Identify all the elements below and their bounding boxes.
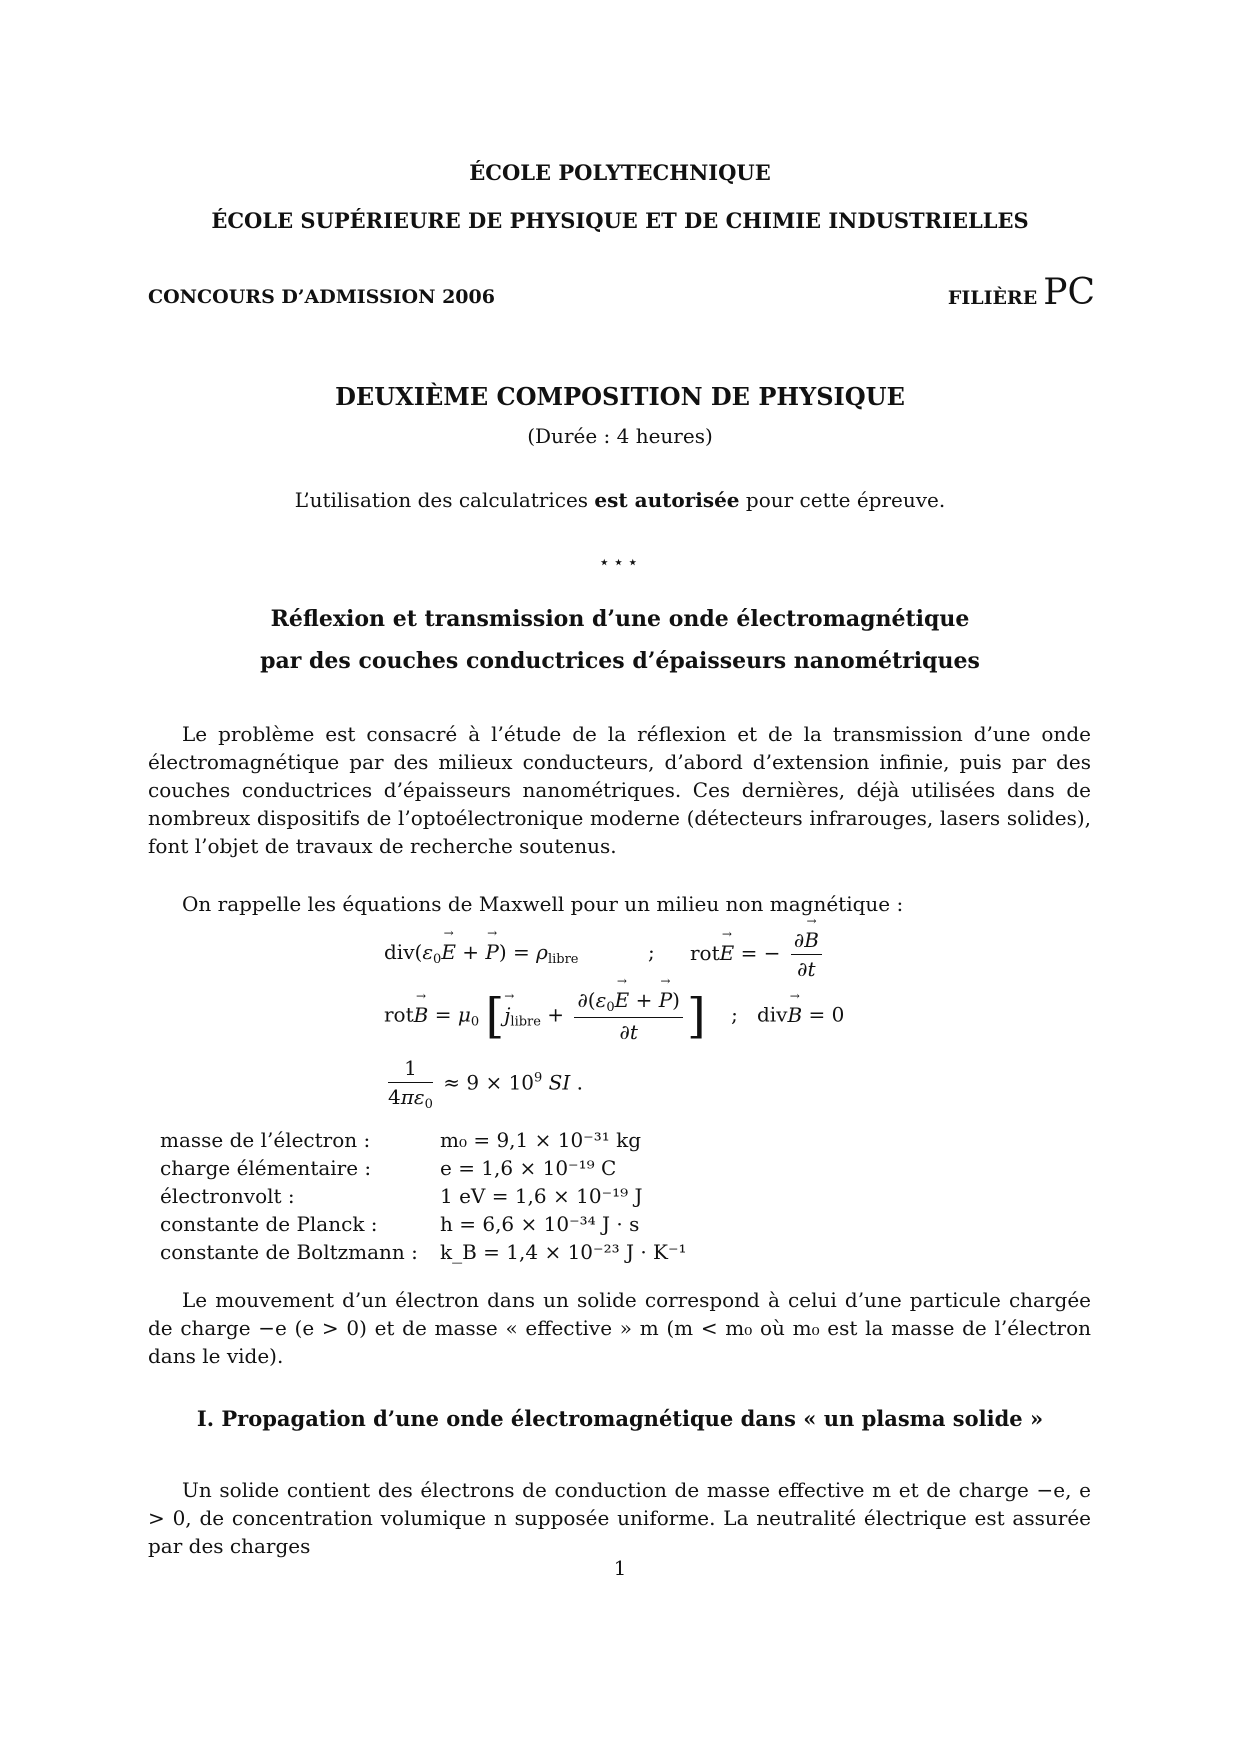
problem-title-line-2: par des couches conductrices d’épaisseurs nanométriques [260, 648, 980, 674]
constant-label: constante de Planck : [160, 1212, 378, 1236]
calculator-note-post: pour cette épreuve. [739, 488, 946, 512]
composition-title: DEUXIÈME COMPOSITION DE PHYSIQUE [335, 382, 905, 411]
equation-gauss: $div(\varepsilon_0\to E$ + → $P) = \rho_{libre}$ [384, 940, 578, 967]
constant-value: h = 6,6 × 10⁻³⁴ J · s [440, 1212, 640, 1236]
constant-row [160, 1126, 687, 1154]
institution-line-2: ÉCOLE SUPÉRIEURE DE PHYSIQUE ET DE CHIMIE INDUSTRIELLES [211, 208, 1029, 233]
calculator-note [0, 488, 1240, 512]
constant-label: charge élémentaire : [160, 1156, 372, 1180]
problem-title-line-1: Réflexion et transmission d’une onde électromagnétique [270, 606, 970, 632]
constant-row [160, 1182, 687, 1210]
constant-value: m₀ = 9,1 × 10⁻³¹ kg [440, 1128, 642, 1152]
equation-faraday: rot→ E = − $\frac{\partial\to B}{\partial t}$ [690, 928, 826, 981]
constants-table [160, 1126, 687, 1266]
section-1-title: I. Propagation d’une onde électromagnétique dans « un plasma solide » [196, 1406, 1044, 1431]
concours-label: CONCOURS D’ADMISSION 2006 [148, 286, 495, 308]
constant-value: 1 eV = 1,6 × 10⁻¹⁹ J [440, 1184, 643, 1208]
constant-value: e = 1,6 × 10⁻¹⁹ C [440, 1156, 617, 1180]
filiere-value: PC [1043, 272, 1095, 313]
equation-coulomb-constant: $\frac{1}{4\pi\varepsilon_0}$ ≈ $9 \times 10^9$ SI . [388, 1056, 583, 1112]
equation-ampere: $rot\to B = \mu_0$ [→ $j_{libre}$ + $\frac{\partial(\varepsilon_0\to E + \to P)}{\partial t}$ ] ; div→ B = 0 [384, 988, 844, 1044]
constant-row [160, 1154, 687, 1182]
maxwell-intro: On rappelle les équations de Maxwell pour un milieu non magnétique : [182, 892, 904, 916]
calculator-note-pre: L’utilisation des calculatrices [294, 488, 595, 512]
constant-label: masse de l’électron : [160, 1128, 371, 1152]
separator-stars: ⋆⋆⋆ [598, 552, 642, 573]
constant-label: constante de Boltzmann : [160, 1240, 418, 1264]
effective-mass-paragraph: Le mouvement d’un électron dans un solide correspond à celui d’une particule chargée de charge −e (e > 0) et de masse « effective » m (m < m₀ où m₀ est la masse de l’électron dans le vide). [148, 1288, 1091, 1368]
constant-row [160, 1238, 687, 1266]
institution-line-1: ÉCOLE POLYTECHNIQUE [469, 160, 771, 185]
page-number: 1 [613, 1556, 627, 1580]
exam-duration: (Durée : 4 heures) [527, 424, 713, 448]
constant-value: k_B = 1,4 × 10⁻²³ J · K⁻¹ [440, 1240, 687, 1264]
filiere-label: FILIÈRE [947, 287, 1038, 309]
filiere-block [948, 272, 1095, 313]
intro-paragraph: Le problème est consacré à l’étude de la réflexion et de la transmission d’une onde électromagnétique par des milieux conducteurs, d’abord d’extension infinie, puis par des couches conductrices d’épaisseurs nanométriques. Ces dernières, déjà utilisées dans de nombreux dispositifs de l’optoélectronique moderne (détecteurs infrarouges, lasers solides), font l’objet de travaux de recherche soutenus. [148, 722, 1091, 858]
section-1-paragraph: Un solide contient des électrons de conduction de masse effective m et de charge −e, e > 0, de concentration volumique n supposée uniforme. La neutralité électrique est assurée par des charges [148, 1478, 1091, 1558]
equation-separator: ; [648, 940, 655, 964]
calculator-note-bold: est autorisée [594, 488, 740, 512]
constant-row [160, 1210, 687, 1238]
constant-label: électronvolt : [160, 1184, 295, 1208]
